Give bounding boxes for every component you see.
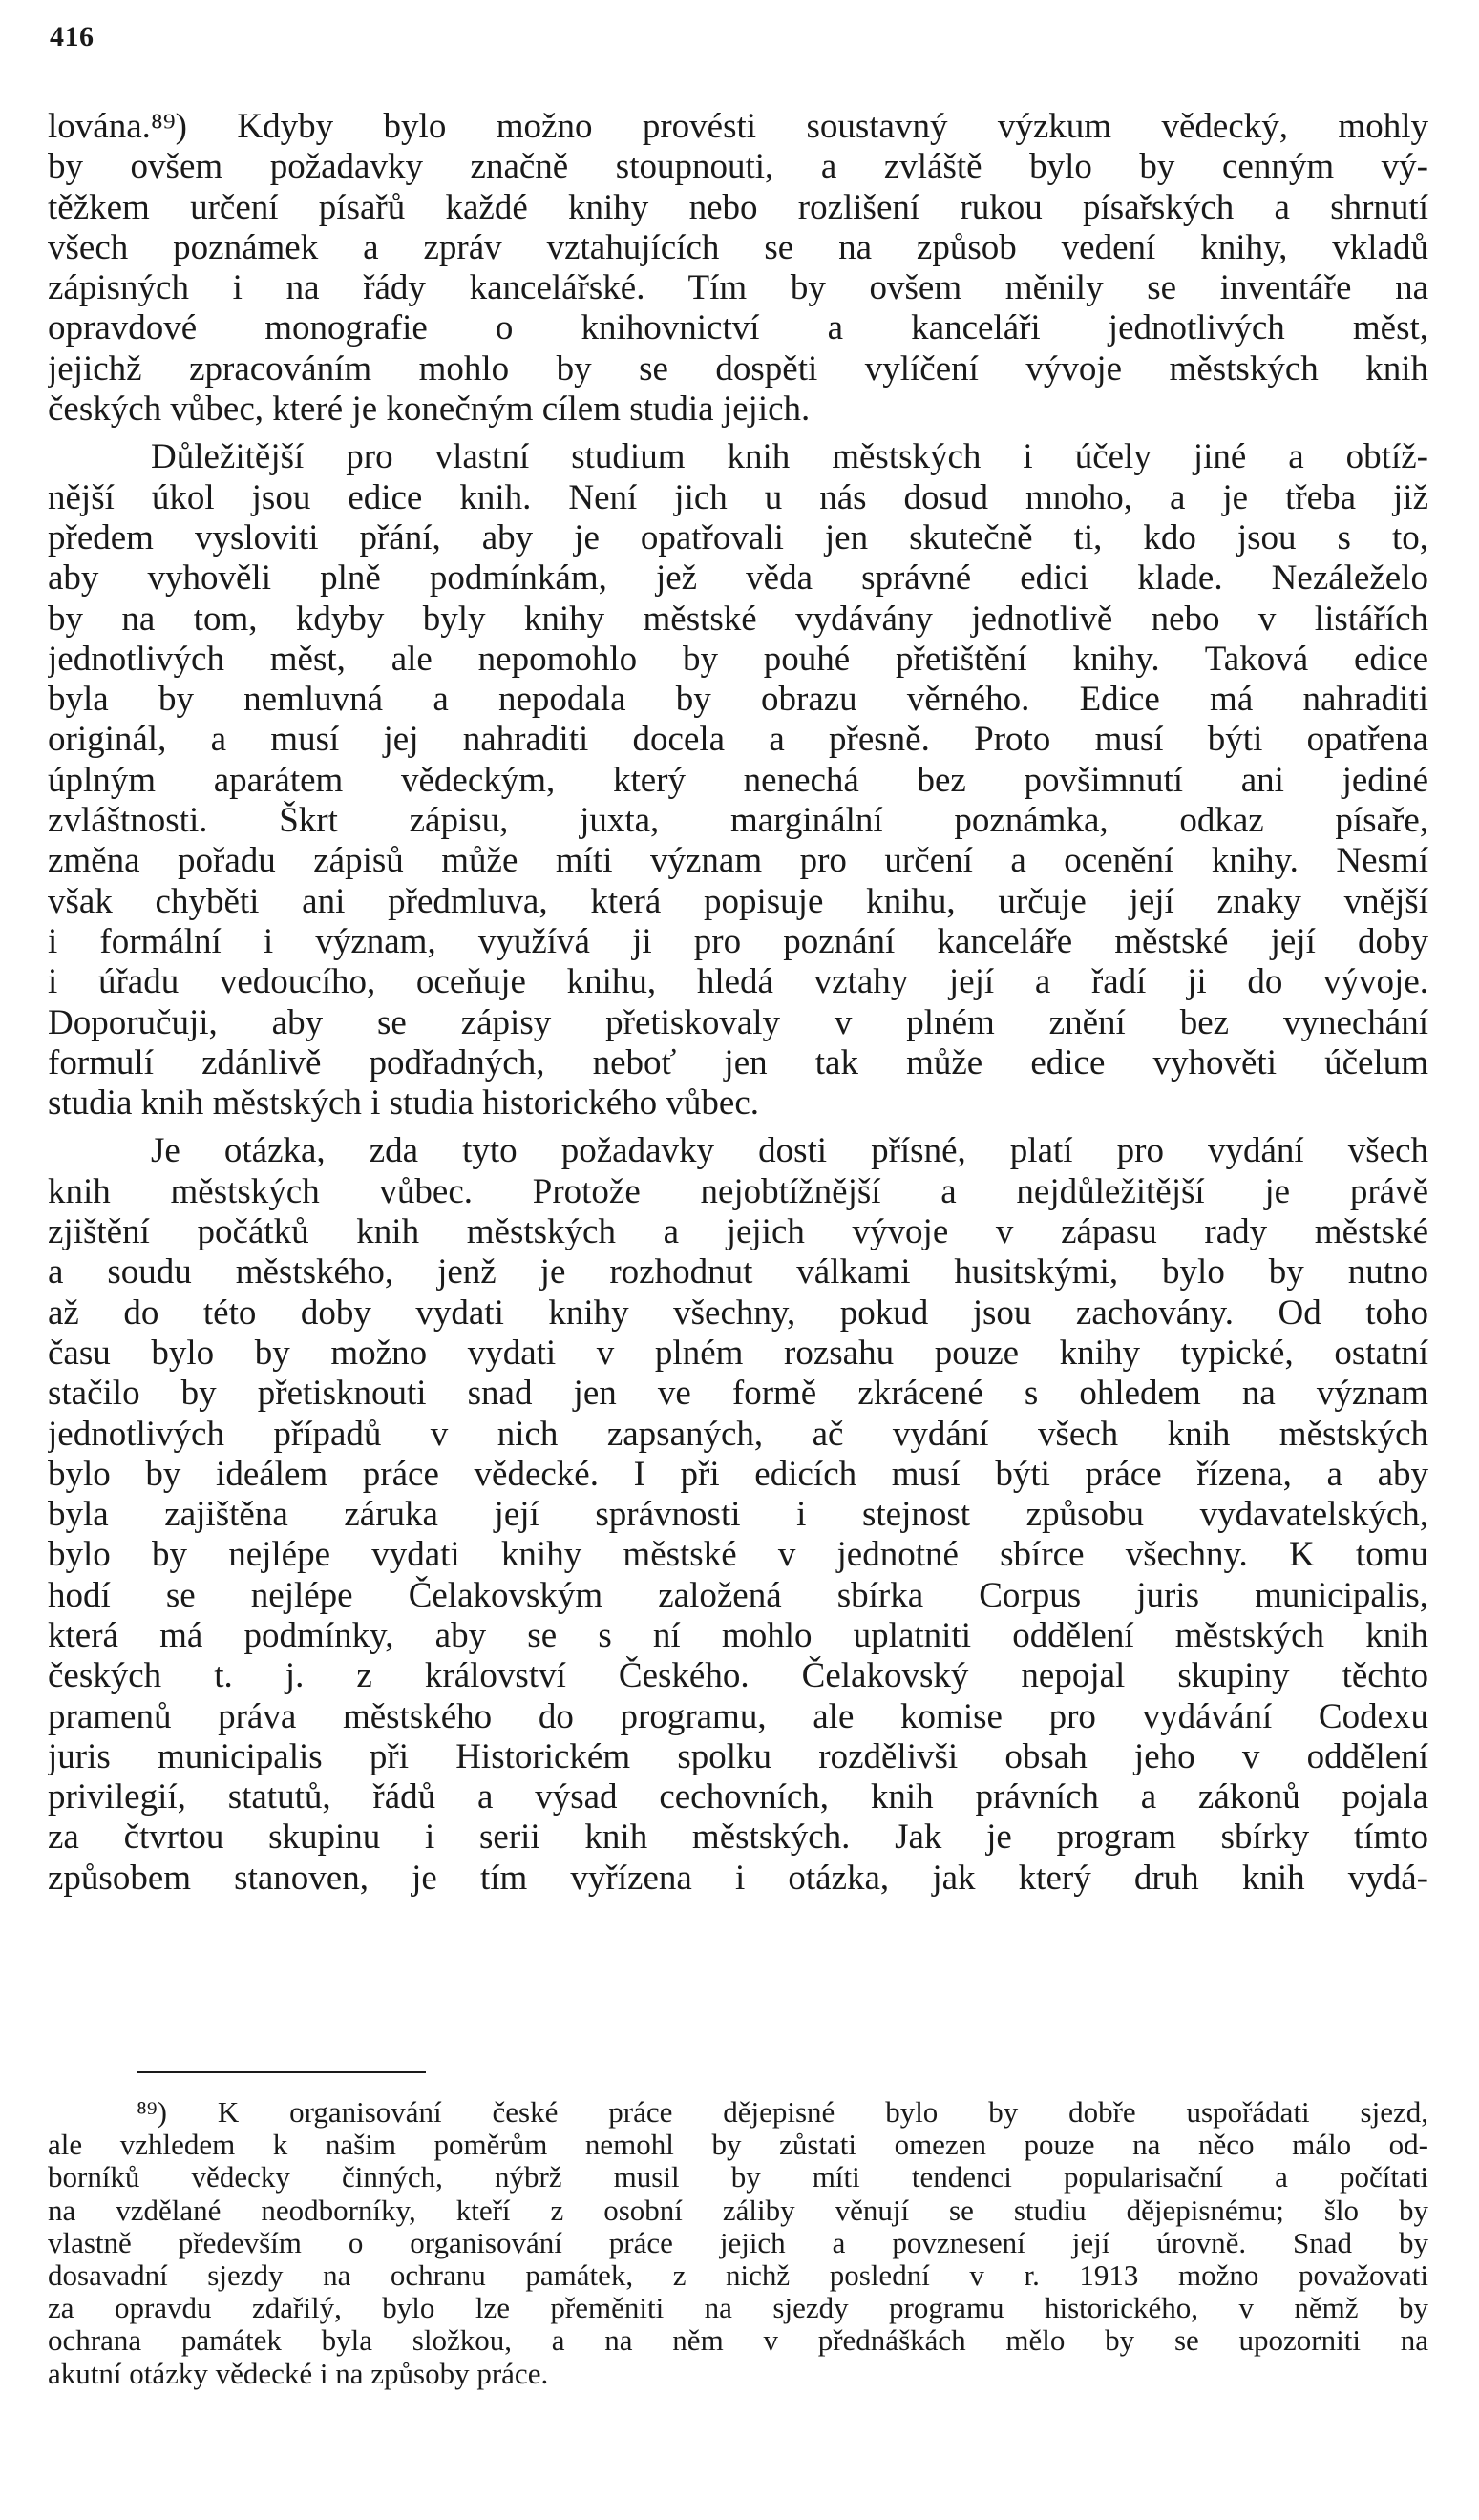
text-line: hodí se nejlépe Čelakovským založená sbírka Corpus juris municipalis, xyxy=(48,1575,1428,1615)
text-line: privilegií, statutů, řádů a výsad cechovních, knih právních a zákonů pojala xyxy=(48,1777,1428,1817)
text-line: stačilo by přetisknouti snad jen ve formě zkrácené s ohledem na význam xyxy=(48,1374,1428,1414)
main-text xyxy=(48,107,1428,1899)
text-line: studia knih městských i studia historického vůbec. xyxy=(48,1083,760,1124)
text-line: Důležitější pro vlastní studium knih městských i účely jiné a obtíž- xyxy=(151,437,1428,477)
footnote xyxy=(48,2096,1428,2390)
text-line: nější úkol jsou edice knih. Není jich u nás dosud mnoho, a je třeba již xyxy=(48,477,1428,517)
text-line: Doporučuji, aby se zápisy přetiskovaly v plném znění bez vynechání xyxy=(48,1002,1428,1042)
paragraph-2 xyxy=(48,437,1428,1124)
text-line: knih městských vůbec. Protože nejobtížnější a nejdůležitější je právě xyxy=(48,1171,1428,1211)
text-line: opravdové monografie o knihovnictví a kanceláři jednotlivých měst, xyxy=(48,308,1428,348)
paragraph-1 xyxy=(48,107,1428,430)
text-line: byla by nemluvná a nepodala by obrazu věrného. Edice má nahraditi xyxy=(48,680,1428,720)
text-line: aby vyhověli plně podmínkám, jež věda správné edici klade. Nezáleželo xyxy=(48,558,1428,598)
page-number: 416 xyxy=(50,21,95,52)
text-line: Je otázka, zda tyto požadavky dosti přísné, platí pro vydání všech xyxy=(151,1131,1428,1171)
text-line: úplným aparátem vědeckým, který nenechá bez povšimnutí ani jediné xyxy=(48,760,1428,800)
text-line: lována.⁸⁹) Kdyby bylo možno provésti soustavný výzkum vědecký, mohly xyxy=(48,107,1428,146)
footnote-line: ale vzhledem k našim poměrům nemohl by zůstati omezen pouze na něco málo od- xyxy=(48,2129,1428,2162)
text-line: byla zajištěna záruka její správnosti i stejnost způsobu vydavatelských, xyxy=(48,1495,1428,1535)
footnote-line: ⁸⁹) K organisování české práce dějepisné bylo by dobře uspořádati sjezd, xyxy=(137,2096,1428,2129)
text-line: však chyběti ani předmluva, která popisuje knihu, určuje její znaky vnější xyxy=(48,881,1428,921)
footnote-line: na vzdělané neodborníky, kteří z osobní záliby věnují se studiu dějepisnému; šlo by xyxy=(48,2194,1428,2227)
text-line: formulí zdánlivě podřadných, neboť jen tak může edice vyhověti účelum xyxy=(48,1042,1428,1082)
text-line: jednotlivých případů v nich zapsaných, ač vydání všech knih městských xyxy=(48,1414,1428,1454)
text-line: zjištění počátků knih městských a jejich vývoje v zápasu rady městské xyxy=(48,1212,1428,1252)
footnote-line: vlastně především o organisování práce jejich a povznesení její úrovně. Snad by xyxy=(48,2226,1428,2259)
text-line: by na tom, kdyby byly knihy městské vydávány jednotlivě nebo v listářích xyxy=(48,598,1428,639)
text-line: která má podmínky, aby se s ní mohlo uplatniti oddělení městských knih xyxy=(48,1615,1428,1655)
text-line: změna pořadu zápisů může míti význam pro určení a ocenění knihy. Nesmí xyxy=(48,841,1428,881)
text-line: českých t. j. z království Českého. Čelakovský nepojal skupiny těchto xyxy=(48,1656,1428,1696)
text-line: bylo by ideálem práce vědecké. I při edicích musí býti práce řízena, a aby xyxy=(48,1454,1428,1494)
text-line: předem vysloviti přání, aby je opatřovali jen skutečně ti, kdo jsou s to, xyxy=(48,517,1428,557)
text-line: jednotlivých měst, ale nepomohlo by pouhé přetištění knihy. Taková edice xyxy=(48,639,1428,679)
paragraph-3 xyxy=(48,1131,1428,1899)
text-line: i formální i význam, využívá ji pro poznání kanceláře městské její doby xyxy=(48,921,1428,961)
text-line: juris municipalis při Historickém spolku rozdělivši obsah jeho v oddělení xyxy=(48,1736,1428,1776)
text-line: pramenů práva městského do programu, ale komise pro vydávání Codexu xyxy=(48,1696,1428,1736)
footnote-divider xyxy=(137,2071,426,2073)
text-line: za čtvrtou skupinu i serii knih městských. Jak je program sbírky tímto xyxy=(48,1817,1428,1858)
text-line: až do této doby vydati knihy všechny, pokud jsou zachovány. Od toho xyxy=(48,1292,1428,1333)
text-line: i úřadu vedoucího, oceňuje knihu, hledá vztahy její a řadí ji do vývoje. xyxy=(48,962,1428,1002)
footnote-line: ochrana památek byla složkou, a na něm v přednáškách mělo by se upozorniti na xyxy=(48,2324,1428,2358)
footnote-line: borníků vědecky činných, nýbrž musil by míti tendenci popularisační a počítati xyxy=(48,2161,1428,2194)
text-line: a soudu městského, jenž je rozhodnut válkami husitskými, bylo by nutno xyxy=(48,1252,1428,1292)
text-line: bylo by nejlépe vydati knihy městské v jednotné sbírce všechny. K tomu xyxy=(48,1535,1428,1575)
text-line: jejichž zpracováním mohlo by se dospěti vylíčení vývoje městských knih xyxy=(48,348,1428,388)
footnote-line: dosavadní sjezdy na ochranu památek, z nichž poslední v r. 1913 možno považovati xyxy=(48,2258,1428,2292)
text-line: času bylo by možno vydati v plném rozsahu pouze knihy typické, ostatní xyxy=(48,1333,1428,1373)
text-line: těžkem určení písařů každé knihy nebo rozlišení rukou písařských a shrnutí xyxy=(48,187,1428,227)
footnote-line: za opravdu zdařilý, bylo lze přeměniti na sjezdy programu historického, v němž by xyxy=(48,2292,1428,2325)
footnote-line: akutní otázky vědecké i na způsoby práce. xyxy=(48,2357,549,2390)
book-page xyxy=(48,0,1428,2520)
text-line: zápisných i na řády kancelářské. Tím by ovšem měnily se inventáře na xyxy=(48,268,1428,308)
text-line: českých vůbec, které je konečným cílem studia jejich. xyxy=(48,389,811,430)
text-line: by ovšem požadavky značně stoupnouti, a zvláště bylo by cenným vý- xyxy=(48,147,1428,187)
text-line: způsobem stanoven, je tím vyřízena i otázka, jak který druh knih vydá- xyxy=(48,1858,1428,1898)
text-line: všech poznámek a zpráv vztahujících se na způsob vedení knihy, vkladů xyxy=(48,227,1428,267)
text-line: originál, a musí jej nahraditi docela a přesně. Proto musí býti opatřena xyxy=(48,720,1428,760)
text-line: zvláštnosti. Škrt zápisu, juxta, marginální poznámka, odkaz písaře, xyxy=(48,801,1428,841)
